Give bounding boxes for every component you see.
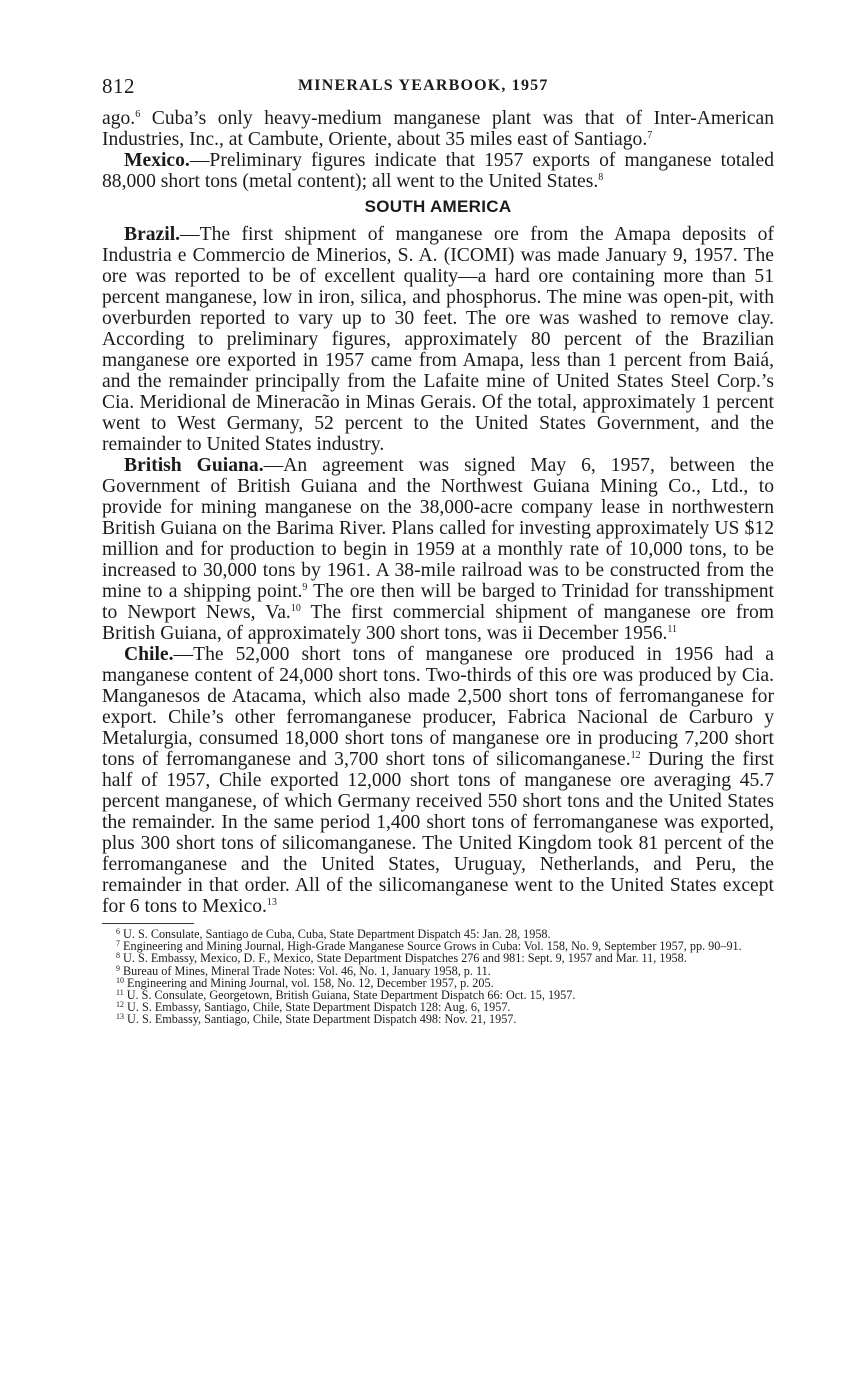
footnote-number: 9 <box>116 963 120 973</box>
footnote-text: Engineering and Mining Journal, High-Grade Manganese Source Grows in Cuba: Vol. 158, No. 9, September 1957, pp. 90–91. <box>120 939 742 954</box>
paragraph-lead-chile: Chile. <box>124 644 174 665</box>
footnote-ref: 8 <box>598 172 604 183</box>
footnote-text: Bureau of Mines, Mineral Trade Notes: Vol. 46, No. 1, January 1958, p. 11. <box>120 963 491 978</box>
document-page <box>102 74 774 1026</box>
footnote-number: 11 <box>116 988 124 998</box>
paragraph-text: Cuba’s only heavy-medium manganese plant was that of Inter-American Industries, Inc., at Cambute, Oriente, about 35 miles east of Santiago. <box>102 108 774 150</box>
footnote-ref: 13 <box>266 897 277 908</box>
paragraph-text: ago. <box>102 108 136 129</box>
section-heading: SOUTH AMERICA <box>364 197 512 216</box>
footnote-ref: 10 <box>290 603 301 614</box>
paragraph-lead-british-guiana: British Guiana. <box>124 455 264 476</box>
footnote-text: U. S. Consulate, Georgetown, British Guiana, State Department Dispatch 66: Oct. 15, 1957. <box>123 988 576 1003</box>
footnote-number: 6 <box>116 927 120 936</box>
footnote-text: U. S. Embassy, Santiago, Chile, State Department Dispatch 128: Aug. 6, 1957. <box>124 1000 511 1015</box>
footnote-number: 10 <box>116 975 124 985</box>
paragraph-mexico <box>102 150 774 192</box>
footnote-number: 8 <box>116 951 120 961</box>
footnote-ref: 9 <box>302 582 308 593</box>
paragraph-chile <box>102 644 774 917</box>
footnote-text: U. S. Embassy, Mexico, D. F., Mexico, State Department Dispatches 276 and 981: Sept. 9, 1957 and Mar. 11, 1958. <box>120 951 687 966</box>
footnote-text: Engineering and Mining Journal, vol. 158, No. 12, December 1957, p. 205. <box>124 975 494 990</box>
running-title: MINERALS YEARBOOK, 1957 <box>298 77 549 94</box>
paragraph-lead-brazil: Brazil. <box>124 224 181 245</box>
footnote-text: U. S. Consulate, Santiago de Cuba, Cuba, State Department Dispatch 45: Jan. 28, 1958. <box>120 927 551 941</box>
paragraph-brazil <box>102 224 774 455</box>
paragraph-text: The first commercial shipment of manganese ore from British Guiana, of approximately 300 short tons, was ii December 1956. <box>102 602 774 644</box>
footnote-text: U. S. Embassy, Santiago, Chile, State Department Dispatch 498: Nov. 21, 1957. <box>124 1012 517 1027</box>
footnote-number: 12 <box>116 1000 124 1010</box>
footnote-number: 7 <box>116 939 120 949</box>
paragraph-text: —An agreement was signed May 6, 1957, between the Government of British Guiana and the Northwest Guiana Mining Co., Ltd., to provide for mining manganese on the 38,000-acre company lease in northwestern British Guiana on the Barima River. Plans called for investing approximately US $12 million and for production to begin in 1959 at a monthly rate of 10,000 tons, to be increased to 30,000 tons by 1961. A 38-mile railroad was to be constructed from the mine to a shipping point. <box>102 455 774 602</box>
footnote-ref: 12 <box>630 750 641 761</box>
footnote-ref: 6 <box>135 109 141 120</box>
paragraph-text: During the first half of 1957, Chile exported 12,000 short tons of manganese ore averaging 45.7 percent manganese, of which Germany received 550 short tons and the United States the remainder. In the same period 1,400 short tons of ferromanganese was exported, plus 300 short tons of silicomanganese. The United Kingdom took 81 percent of the ferromanganese and the United States, Uruguay, Netherlands, and Peru, the remainder in that order. All of the silicomanganese went to the United States except for 6 tons to Mexico. <box>102 749 774 917</box>
running-head <box>102 74 774 108</box>
paragraph-text: The ore then will be barged to Trinidad for transshipment to Newport News, Va. <box>102 581 774 623</box>
body-text <box>102 108 774 917</box>
footnote-divider <box>102 923 194 924</box>
paragraph-text: —Preliminary figures indicate that 1957 exports of manganese totaled 88,000 short tons (metal content); all went to the United States. <box>102 150 774 192</box>
page-number: 812 <box>102 74 135 98</box>
paragraph-text: —The first shipment of manganese ore from the Amapa deposits of Industria e Commercio de Minerios, S. A. (ICOMI) was made January 9, 1957. The ore was reported to be of excellent quality—a hard ore containing more than 51 percent manganese, low in iron, silica, and phosphorus. The mine was open-pit, with overburden reported to vary up to 30 feet. The ore was washed to remove clay. According to preliminary figures, approximately 80 percent of the Brazilian manganese ore exported in 1957 came from Amapa, less than 1 percent from Baiá, and the remainder principally from the Lafaite mine of United States Steel Corp.’s Cia. Meridional de Mineracão in Minas Gerais. Of the total, approximately 1 percent went to West Germany, 52 percent to the United States Government, and the remainder to United States industry. <box>102 224 774 455</box>
paragraph-lead-mexico: Mexico. <box>124 150 190 171</box>
footnotes <box>102 928 774 1026</box>
footnote-ref: 7 <box>647 130 653 141</box>
footnote-number: 13 <box>116 1012 124 1022</box>
paragraph-british-guiana <box>102 455 774 644</box>
footnote-ref: 11 <box>667 624 678 635</box>
footnote <box>102 1013 774 1025</box>
paragraph-cuba-continued <box>102 108 774 150</box>
paragraph-text: —The 52,000 short tons of manganese ore produced in 1956 had a manganese content of 24,000 short tons. Two-thirds of this ore was produced by Cia. Manganesos de Atacama, which also made 2,500 short tons of ferromanganese for export. Chile’s other ferromanganese producer, Fabrica Nacional de Carburo y Metalurgia, consumed 18,000 short tons of manganese ore in producing 7,200 short tons of ferromanganese and 3,700 short tons of silicomanganese. <box>102 644 774 770</box>
